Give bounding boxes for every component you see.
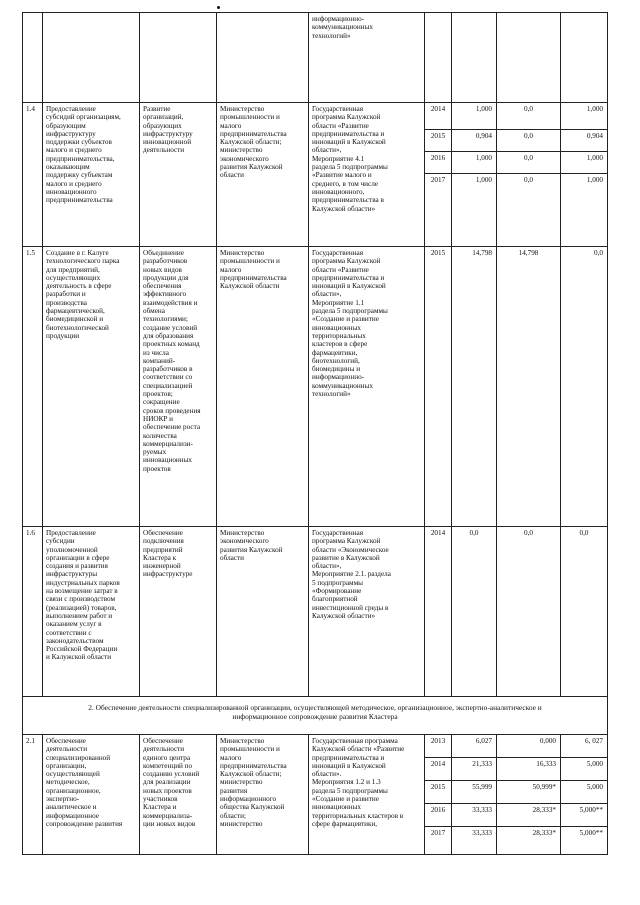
regional-cell: 5,000** [561, 827, 608, 855]
regional-cell: 6, 027 [561, 735, 608, 758]
row-number: 1.5 [23, 247, 43, 527]
year-cell: 2014 [425, 758, 452, 781]
year-cell: 2017 [425, 174, 452, 247]
program-cell: Государственная программа Калужской области «Развитие предпринимательства и инноваций в Калужской области». Мероприятия 1.2 и 1.3 раздела 5 подпрограммы «Создание и развитие инновационных территориальных кластеров в сфере фармацевтики, [309, 735, 425, 855]
year-cell: 2014 [425, 103, 452, 130]
federal-cell: 28,333* [497, 804, 561, 827]
regional-cell: 1,000 [561, 152, 608, 174]
federal-cell: 0,000 [497, 735, 561, 758]
federal-cell: 0,0 [497, 152, 561, 174]
program-cell: Государственная программа Калужской области «Развитие предпринимательства и инноваций в Калужской области», Мероприятие 1.1 раздела 5 подпрограммы «Создание и развитие инновационных территориальных кластеров в сфере фармацевтики, биотехнологий, биомедицины и информационно- коммуникационных технологий» [309, 247, 425, 527]
regional-cell: 5,000 [561, 758, 608, 781]
table-row-continuation [23, 13, 608, 103]
regional-cell: 1,000 [561, 103, 608, 130]
total-cell: 0,0 [452, 527, 497, 697]
table-row-1-5 [23, 247, 608, 527]
regional-cell: 5,000 [561, 781, 608, 804]
table-row-1-6 [23, 527, 608, 697]
regional-cell: 0,0 [561, 527, 608, 697]
federal-cell: 50,999* [497, 781, 561, 804]
activity-cell: Обеспечение деятельности специализированной организации, осуществляющей методическое, организационное, экспертно- аналитическое и информационное сопровождение развития [43, 735, 140, 855]
section-header-row [23, 697, 608, 735]
regional-cell: 0,0 [561, 247, 608, 527]
activity-cell: Предоставление субсидии уполномоченной организации в сфере создания и развития инфраструктуры индустриальных парков на возмещение затрат в связи с производством (реализацией) товаров, выполнением работ и оказанием услуг в соответствии с законодательством Российской Федерации и Калужской области [43, 527, 140, 697]
federal-cell: 28,333* [497, 827, 561, 855]
section-heading: 2. Обеспечение деятельности специализированной организации, осуществляющей методическое, организационное, экспертно-аналитическое и информационное сопровождение развития Кластера [23, 697, 608, 735]
activity-cell: Предоставление субсидий организациям, образующим инфраструктуру поддержки субъектов малого и среднего предпринимательства, оказывающим поддержку субъектам малого и среднего инновационного предпринимательства [43, 103, 140, 247]
executor-cell: Министерство промышленности и малого предпринимательства Калужской области; министерство развития информационного общества Калужской области; министерство [217, 735, 309, 855]
regional-cell: 0,904 [561, 130, 608, 152]
program-table [22, 12, 608, 855]
total-cell: 14,798 [452, 247, 497, 527]
activity-cell: Создание в г. Калуге технологического парка для предприятий, осуществляющих деятельность в сфере разработки и производства фармацевтической, биомедицинской и биотехнологической продукции [43, 247, 140, 527]
year-cell: 2013 [425, 735, 452, 758]
year-cell: 2015 [425, 130, 452, 152]
program-cell: Государственная программа Калужской области «Экономическое развитие в Калужской области», Мероприятие 2.1. раздела 5 подпрограммы «Формирование благоприятной инвестиционной среды в Калужской области» [309, 527, 425, 697]
total-cell: 1,000 [452, 103, 497, 130]
year-cell: 2016 [425, 804, 452, 827]
year-cell: 2016 [425, 152, 452, 174]
year-cell: 2017 [425, 827, 452, 855]
executor-cell: Министерство экономического развития Калужской области [217, 527, 309, 697]
goal-cell: Объединение разработчиков новых видов продукции для обеспечения эффективного взаимодействия и обмена технологиями; создание условий для образования проектных команд из числа компаний- разработчиков в соответствии со специализацией проектов; сокращение сроков проведения НИОКР и обеспечение роста количества коммерциализи- руемых инновационных проектов [140, 247, 217, 527]
document-page [22, 12, 607, 897]
total-cell: 6,027 [452, 735, 497, 758]
goal-cell: Обеспечение подключения предприятий Кластера к инженерной инфраструктуре [140, 527, 217, 697]
scan-speck [217, 6, 220, 9]
program-cell: Государственная программа Калужской области «Развитие предпринимательства и инноваций в Калужской области», Мероприятие 4.1 раздела 5 подпрограммы «Развитие малого и среднего, в том числе инновационного, предпринимательства в Калужской области» [309, 103, 425, 247]
year-cell: 2015 [425, 247, 452, 527]
goal-cell: Развитие организаций, образующих инфраструктуру инновационной деятельности [140, 103, 217, 247]
total-cell: 1,000 [452, 174, 497, 247]
program-cell: информационно- коммуникационных технологий» [309, 13, 425, 103]
regional-cell: 1,000 [561, 174, 608, 247]
federal-cell: 0,0 [497, 130, 561, 152]
executor-cell: Министерство промышленности и малого предпринимательства Калужской области [217, 247, 309, 527]
year-cell: 2015 [425, 781, 452, 804]
table-row-2-1 [23, 735, 608, 758]
federal-cell: 0,0 [497, 174, 561, 247]
row-number: 1.6 [23, 527, 43, 697]
goal-cell: Обеспечение деятельности единого центра компетенций по созданию условий для реализации новых проектов участников Кластера и коммерциализа- ции новых видов [140, 735, 217, 855]
row-number: 1.4 [23, 103, 43, 247]
executor-cell: Министерство промышленности и малого предпринимательства Калужской области; министерство экономического развития Калужской области [217, 103, 309, 247]
federal-cell: 0,0 [497, 527, 561, 697]
total-cell: 0,904 [452, 130, 497, 152]
total-cell: 21,333 [452, 758, 497, 781]
regional-cell: 5,000** [561, 804, 608, 827]
total-cell: 33,333 [452, 804, 497, 827]
federal-cell: 0,0 [497, 103, 561, 130]
row-number: 2.1 [23, 735, 43, 855]
table-row-1-4 [23, 103, 608, 130]
federal-cell: 16,333 [497, 758, 561, 781]
total-cell: 1,000 [452, 152, 497, 174]
year-cell: 2014 [425, 527, 452, 697]
federal-cell: 14,798 [497, 247, 561, 527]
total-cell: 33,333 [452, 827, 497, 855]
total-cell: 55,999 [452, 781, 497, 804]
